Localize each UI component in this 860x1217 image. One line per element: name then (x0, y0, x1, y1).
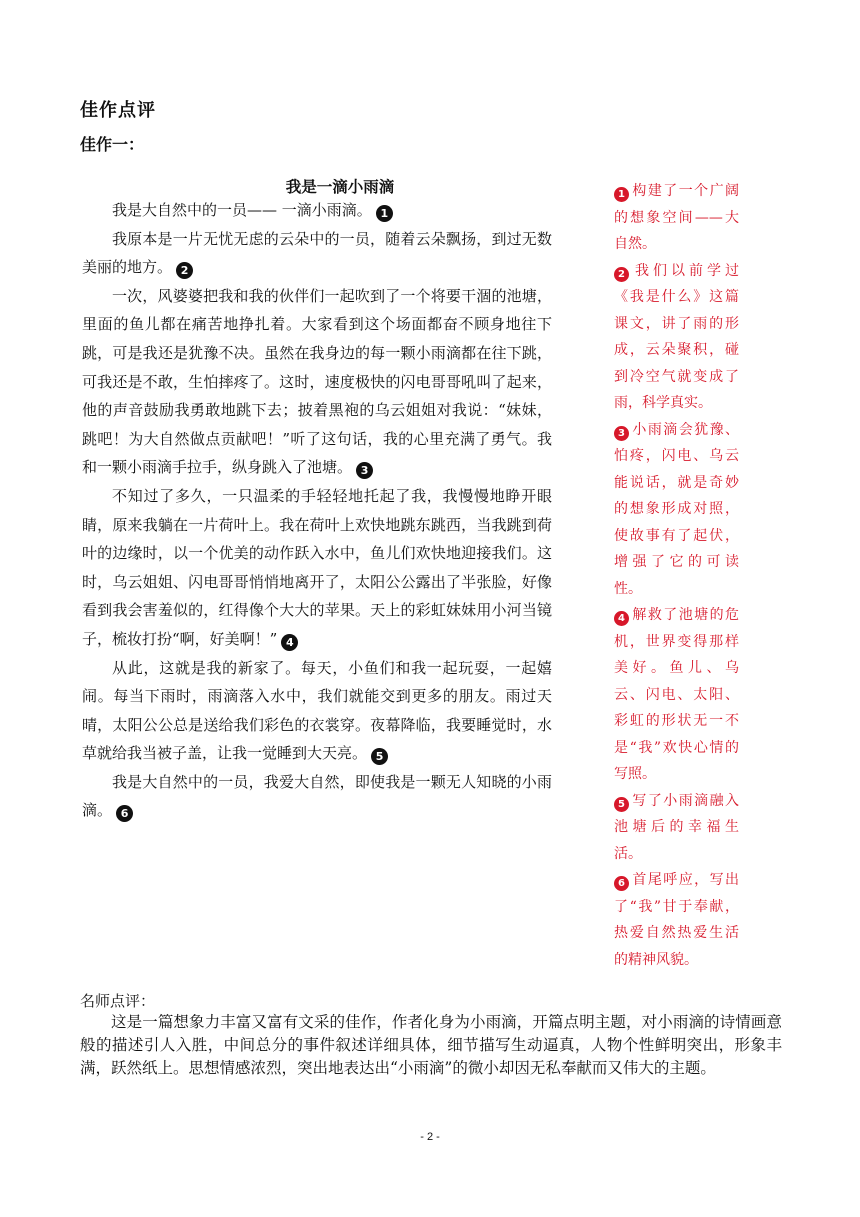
note-marker: 4 (614, 611, 629, 626)
footnote-marker: 4 (281, 634, 298, 651)
paragraph-text: 我原本是一片无忧无虑的云朵中的一员，随着云朵飘扬，到过无数美丽的地方。 (82, 229, 552, 277)
footnote-marker: 5 (371, 748, 388, 765)
footnote-marker: 3 (356, 462, 373, 479)
essay-paragraph (82, 196, 552, 225)
footnote-marker: 2 (176, 262, 193, 279)
teacher-comment-text: 这是一篇想象力丰富又富有文采的佳作，作者化身为小雨滴，开篇点明主题，对小雨滴的诗情画意般的描述引人入胜，中间总分的事件叙述详细具体，细节描写生动逼真，人物个性鲜明突出，形象丰满，跃然纸上。思想情感浓烈，突出地表达出“小雨滴”的微小却因无私奉献而又伟大的主题。 (80, 1013, 782, 1077)
paragraph-text: 我是大自然中的一员—— 一滴小雨滴。 (112, 201, 372, 219)
note-text: 我们以前学过《我是什么》这篇课文，讲了雨的形成，云朵聚积，碰到冷空气就变成了雨，科学真实。 (614, 262, 739, 411)
margin-note (614, 417, 739, 603)
margin-note (614, 867, 739, 973)
paragraph-text: 一次，风婆婆把我和我的伙伴们一起吹到了一个将要干涸的池塘，里面的鱼儿都在痛苦地挣扎着。大家看到这个场面都奋不顾身地往下跳，可是我还是犹豫不决。虽然在我身边的每一颗小雨滴都在往下跳，可我还是不敢，生怕摔疼了。这时，速度极快的闪电哥哥吼叫了起来，他的声音鼓励我勇敢地跳下去；披着黑袍的乌云姐姐对我说：“妹妹，跳吧！为大自然做点贡献吧！”听了这句话，我的心里充满了勇气。我和一颗小雨滴手拉手，纵身跳入了池塘。 (82, 286, 552, 477)
note-text: 构建了一个广阔的想象空间——大自然。 (614, 183, 739, 252)
margin-notes (614, 178, 739, 973)
note-marker: 6 (614, 876, 629, 891)
note-text: 首尾呼应，写出了“我”甘于奉献，热爱自然热爱生活的精神风貌。 (614, 872, 739, 968)
note-marker: 2 (614, 267, 629, 282)
note-marker: 1 (614, 187, 629, 202)
teacher-comment-label: 名师点评： (80, 992, 156, 1010)
page-number: - 2 - (420, 1131, 440, 1143)
note-text: 写了小雨滴融入池塘后的幸福生活。 (614, 792, 739, 862)
subsection-heading: 佳作一： (80, 135, 145, 154)
essay-paragraph (82, 654, 552, 768)
margin-note (614, 788, 739, 868)
note-text: 小雨滴会犹豫、怕疼，闪电、乌云能说话，就是奇妙的想象形成对照，使故事有了起伏，增强了它的可读性。 (614, 421, 739, 597)
paragraph-text: 我是大自然中的一员，我爱大自然，即使我是一颗无人知晓的小雨滴。 (82, 772, 552, 820)
note-text: 解救了池塘的危机，世界变得那样美好。鱼儿、乌云、闪电、太阳、彩虹的形状无一不是“我”欢快心情的写照。 (614, 607, 739, 782)
essay-paragraph (82, 768, 552, 825)
essay-body (82, 196, 552, 825)
footnote-marker: 6 (116, 805, 133, 822)
note-marker: 3 (614, 426, 629, 441)
margin-note (614, 258, 739, 417)
section-heading: 佳作点评 (80, 100, 156, 121)
footnote-marker: 1 (376, 205, 393, 222)
margin-note (614, 178, 739, 258)
essay-paragraph (82, 225, 552, 282)
essay-paragraph (82, 282, 552, 482)
paragraph-text: 从此，这就是我的新家了。每天，小鱼们和我一起玩耍，一起嬉闹。每当下雨时，雨滴落入水中，我们就能交到更多的朋友。雨过天晴，太阳公公总是送给我们彩色的衣裳穿。夜幕降临，我要睡觉时，水草就给我当被子盖，让我一觉睡到大天亮。 (82, 658, 552, 763)
essay-title: 我是一滴小雨滴 (285, 177, 395, 196)
margin-note (614, 602, 739, 788)
note-marker: 5 (614, 797, 629, 812)
paragraph-text: 不知过了多久，一只温柔的手轻轻地托起了我，我慢慢地睁开眼睛，原来我躺在一片荷叶上。我在荷叶上欢快地跳东跳西，当我跳到荷叶的边缘时，以一个优美的动作跃入水中，鱼儿们欢快地迎接我们。这时，乌云姐姐、闪电哥哥悄悄地离开了，太阳公公露出了半张脸，好像看到我会害羞似的，红得像个大大的苹果。天上的彩虹妹妹用小河当镜子，梳妆打扮“啊，好美啊！” (82, 486, 552, 648)
essay-paragraph (82, 482, 552, 654)
